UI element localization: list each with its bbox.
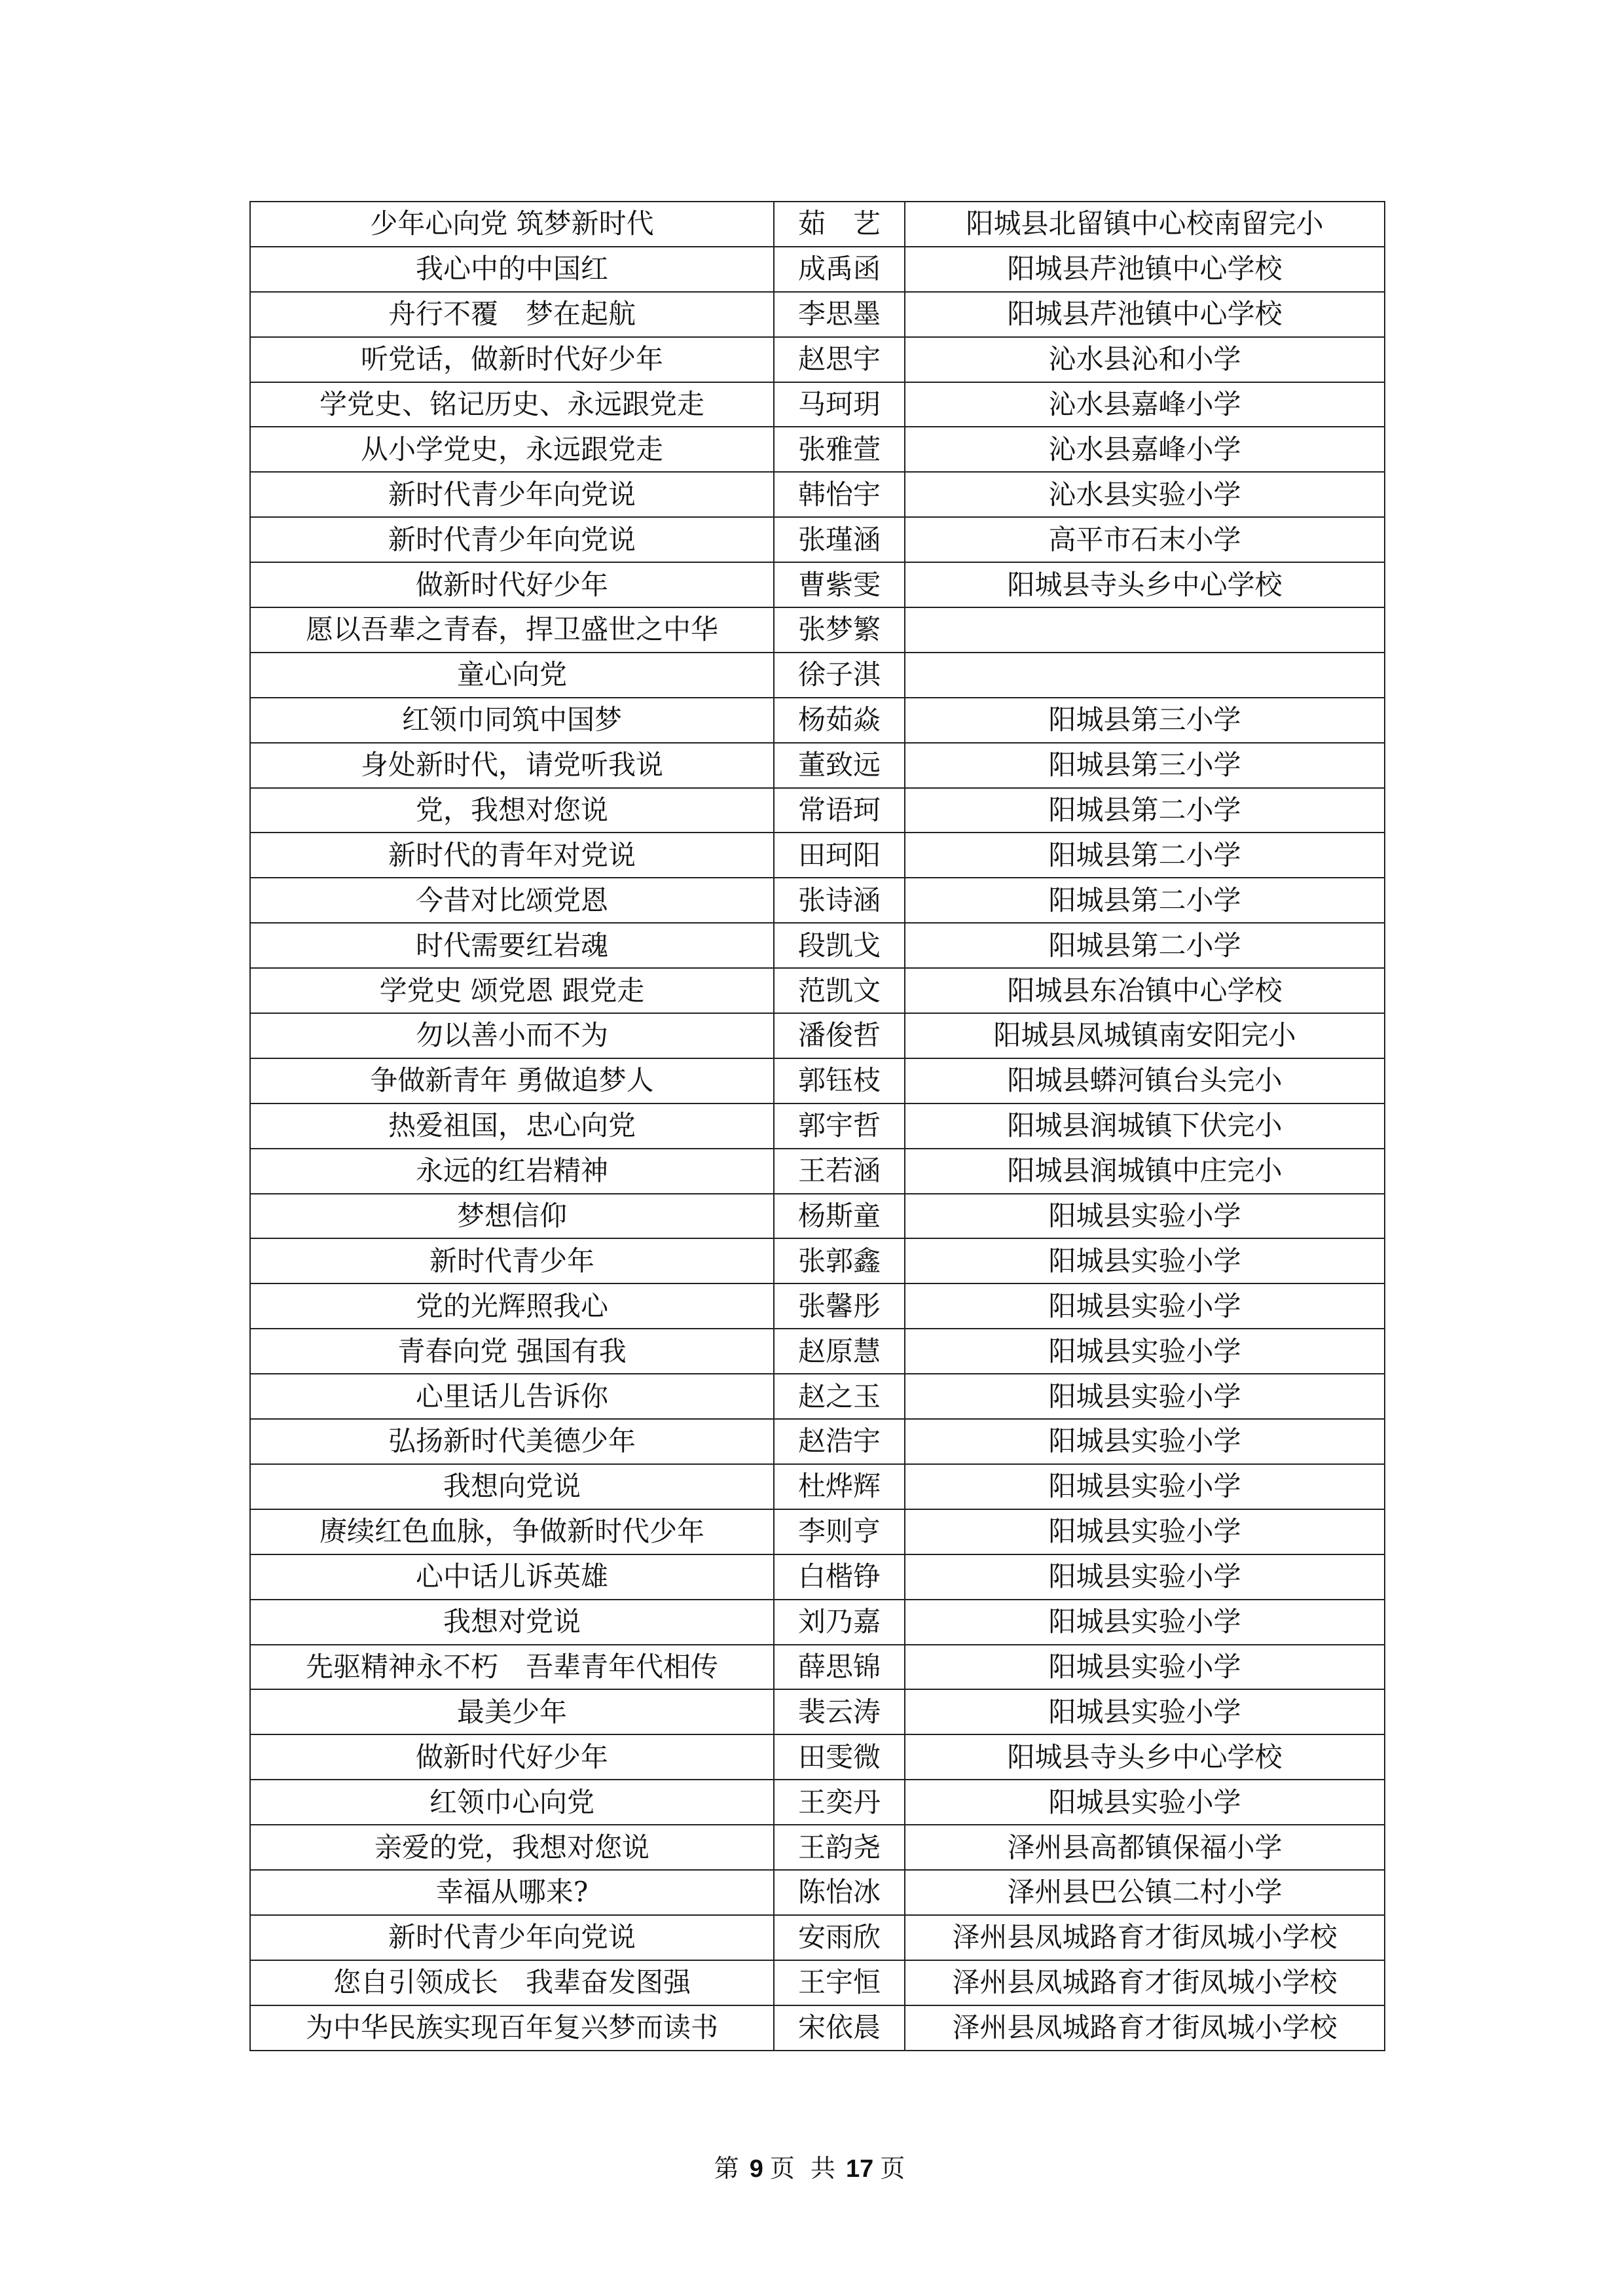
student-name-cell: 郭宇哲 — [774, 1103, 905, 1149]
entry-title-cell: 幸福从哪来? — [250, 1870, 774, 1915]
school-cell: 阳城县润城镇下伏完小 — [905, 1103, 1385, 1149]
table-row — [250, 788, 1385, 833]
school-cell: 阳城县实验小学 — [905, 1689, 1385, 1734]
entry-title-cell: 亲爱的党，我想对您说 — [250, 1825, 774, 1870]
entry-title-cell: 红领巾心向党 — [250, 1780, 774, 1825]
table-row — [250, 607, 1385, 653]
student-name-cell: 赵思宇 — [774, 337, 905, 382]
student-name-cell: 裴云涛 — [774, 1689, 905, 1734]
school-cell: 阳城县实验小学 — [905, 1238, 1385, 1283]
entry-title-cell: 新时代的青年对党说 — [250, 833, 774, 878]
school-cell: 阳城县实验小学 — [905, 1645, 1385, 1690]
entry-title-cell: 新时代青少年向党说 — [250, 517, 774, 562]
student-name-cell: 张郭鑫 — [774, 1238, 905, 1283]
school-cell: 沁水县嘉峰小学 — [905, 427, 1385, 472]
table-row — [250, 1103, 1385, 1149]
table-row — [250, 743, 1385, 788]
table-row — [250, 427, 1385, 472]
table-row — [250, 923, 1385, 968]
student-name-cell: 张雅萱 — [774, 427, 905, 472]
table-row — [250, 1509, 1385, 1554]
entry-title-cell: 今昔对比颂党恩 — [250, 878, 774, 923]
entry-title-cell: 青春向党 强国有我 — [250, 1329, 774, 1374]
entry-title-cell: 勿以善小而不为 — [250, 1013, 774, 1058]
student-name-cell: 马珂玥 — [774, 382, 905, 427]
table-row — [250, 1329, 1385, 1374]
entry-title-cell: 做新时代好少年 — [250, 1734, 774, 1780]
entry-title-cell: 永远的红岩精神 — [250, 1149, 774, 1194]
table-row — [250, 382, 1385, 427]
school-cell: 阳城县实验小学 — [905, 1283, 1385, 1329]
table-row — [250, 1374, 1385, 1419]
student-name-cell: 张梦繁 — [774, 607, 905, 653]
student-name-cell: 宋依晨 — [774, 2005, 905, 2051]
school-cell: 沁水县嘉峰小学 — [905, 382, 1385, 427]
student-name-cell: 郭钰枝 — [774, 1058, 905, 1103]
entry-title-cell: 您自引领成长 我辈奋发图强 — [250, 1960, 774, 2005]
student-name-cell: 赵浩宇 — [774, 1419, 905, 1464]
school-cell: 泽州县凤城路育才街凤城小学校 — [905, 2005, 1385, 2051]
school-cell: 阳城县寺头乡中心学校 — [905, 1734, 1385, 1780]
table-row — [250, 517, 1385, 562]
entry-title-cell: 从小学党史，永远跟党走 — [250, 427, 774, 472]
school-cell: 阳城县第二小学 — [905, 878, 1385, 923]
school-cell: 阳城县第二小学 — [905, 833, 1385, 878]
school-cell: 阳城县芹池镇中心学校 — [905, 247, 1385, 292]
student-name-cell: 潘俊哲 — [774, 1013, 905, 1058]
page-footer — [0, 2148, 1623, 2184]
entry-title-cell: 少年心向党 筑梦新时代 — [250, 202, 774, 247]
student-name-cell: 杨茹焱 — [774, 698, 905, 743]
student-name-cell: 王若涵 — [774, 1149, 905, 1194]
student-name-cell: 成禹函 — [774, 247, 905, 292]
table-row — [250, 1689, 1385, 1734]
table-row — [250, 1780, 1385, 1825]
entry-title-cell: 心中话儿诉英雄 — [250, 1554, 774, 1600]
entry-title-cell: 先驱精神永不朽 吾辈青年代相传 — [250, 1645, 774, 1690]
school-cell: 沁水县沁和小学 — [905, 337, 1385, 382]
school-cell — [905, 607, 1385, 653]
student-name-cell: 刘乃嘉 — [774, 1600, 905, 1645]
student-name-cell: 李则亨 — [774, 1509, 905, 1554]
table-row — [250, 1013, 1385, 1058]
student-name-cell: 张馨彤 — [774, 1283, 905, 1329]
entry-title-cell: 学党史、铭记历史、永远跟党走 — [250, 382, 774, 427]
student-name-cell: 田珂阳 — [774, 833, 905, 878]
table-row — [250, 1464, 1385, 1509]
table-row — [250, 1600, 1385, 1645]
entry-title-cell: 新时代青少年 — [250, 1238, 774, 1283]
student-name-cell: 陈怡冰 — [774, 1870, 905, 1915]
table-row — [250, 1194, 1385, 1239]
school-cell: 沁水县实验小学 — [905, 472, 1385, 517]
student-name-cell: 王宇恒 — [774, 1960, 905, 2005]
student-name-cell: 韩怡宇 — [774, 472, 905, 517]
entry-title-cell: 赓续红色血脉，争做新时代少年 — [250, 1509, 774, 1554]
student-name-cell: 田雯微 — [774, 1734, 905, 1780]
student-name-cell: 董致远 — [774, 743, 905, 788]
school-cell: 阳城县芹池镇中心学校 — [905, 292, 1385, 337]
entry-title-cell: 为中华民族实现百年复兴梦而读书 — [250, 2005, 774, 2051]
school-cell: 阳城县实验小学 — [905, 1554, 1385, 1600]
student-name-cell: 张诗涵 — [774, 878, 905, 923]
entry-title-cell: 心里话儿告诉你 — [250, 1374, 774, 1419]
table-row — [250, 202, 1385, 247]
school-cell: 阳城县东冶镇中心学校 — [905, 968, 1385, 1013]
student-name-cell: 王韵尧 — [774, 1825, 905, 1870]
student-name-cell: 茹 艺 — [774, 202, 905, 247]
table-row — [250, 1238, 1385, 1283]
student-name-cell: 徐子淇 — [774, 653, 905, 698]
entry-title-cell: 身处新时代，请党听我说 — [250, 743, 774, 788]
student-name-cell: 安雨欣 — [774, 1915, 905, 1960]
entry-title-cell: 舟行不覆 梦在起航 — [250, 292, 774, 337]
footer-prefix: 第 — [714, 2154, 743, 2183]
school-cell: 阳城县实验小学 — [905, 1600, 1385, 1645]
table-row — [250, 1149, 1385, 1194]
table-row — [250, 2005, 1385, 2051]
school-cell: 阳城县实验小学 — [905, 1194, 1385, 1239]
school-cell — [905, 653, 1385, 698]
entry-title-cell: 时代需要红岩魂 — [250, 923, 774, 968]
entry-title-cell: 做新时代好少年 — [250, 562, 774, 607]
entry-title-cell: 党，我想对您说 — [250, 788, 774, 833]
student-name-cell: 张瑾涵 — [774, 517, 905, 562]
school-cell: 阳城县实验小学 — [905, 1374, 1385, 1419]
table-row — [250, 562, 1385, 607]
table-row — [250, 698, 1385, 743]
entry-title-cell: 我想对党说 — [250, 1600, 774, 1645]
table-row — [250, 1283, 1385, 1329]
school-cell: 阳城县实验小学 — [905, 1329, 1385, 1374]
entry-title-cell: 最美少年 — [250, 1689, 774, 1734]
table-row — [250, 1825, 1385, 1870]
table-row — [250, 1554, 1385, 1600]
student-name-cell: 范凯文 — [774, 968, 905, 1013]
student-name-cell: 杜烨辉 — [774, 1464, 905, 1509]
table-row — [250, 1419, 1385, 1464]
table-row — [250, 247, 1385, 292]
table-row — [250, 1915, 1385, 1960]
table-row — [250, 878, 1385, 923]
student-name-cell: 白楷铮 — [774, 1554, 905, 1600]
table-row — [250, 292, 1385, 337]
footer-total-pages: 17 — [845, 2155, 874, 2183]
table-row — [250, 1960, 1385, 2005]
roster-table — [249, 201, 1385, 2051]
school-cell: 阳城县北留镇中心校南留完小 — [905, 202, 1385, 247]
table-row — [250, 653, 1385, 698]
table-row — [250, 472, 1385, 517]
school-cell: 阳城县蟒河镇台头完小 — [905, 1058, 1385, 1103]
school-cell: 阳城县第三小学 — [905, 698, 1385, 743]
student-name-cell: 薛思锦 — [774, 1645, 905, 1690]
table-row — [250, 833, 1385, 878]
student-name-cell: 赵之玉 — [774, 1374, 905, 1419]
entry-title-cell: 学党史 颂党恩 跟党走 — [250, 968, 774, 1013]
roster-table-body — [250, 202, 1385, 2051]
table-row — [250, 1734, 1385, 1780]
student-name-cell: 曹紫雯 — [774, 562, 905, 607]
footer-page-number: 9 — [749, 2155, 763, 2183]
student-name-cell: 常语珂 — [774, 788, 905, 833]
table-row — [250, 337, 1385, 382]
entry-title-cell: 争做新青年 勇做追梦人 — [250, 1058, 774, 1103]
entry-title-cell: 梦想信仰 — [250, 1194, 774, 1239]
school-cell: 泽州县凤城路育才街凤城小学校 — [905, 1915, 1385, 1960]
entry-title-cell: 我心中的中国红 — [250, 247, 774, 292]
school-cell: 泽州县凤城路育才街凤城小学校 — [905, 1960, 1385, 2005]
footer-suffix: 页 — [880, 2154, 909, 2183]
entry-title-cell: 听党话，做新时代好少年 — [250, 337, 774, 382]
entry-title-cell: 热爱祖国，忠心向党 — [250, 1103, 774, 1149]
school-cell: 泽州县巴公镇二村小学 — [905, 1870, 1385, 1915]
entry-title-cell: 愿以吾辈之青春，捍卫盛世之中华 — [250, 607, 774, 653]
entry-title-cell: 我想向党说 — [250, 1464, 774, 1509]
school-cell: 泽州县高都镇保福小学 — [905, 1825, 1385, 1870]
school-cell: 阳城县实验小学 — [905, 1419, 1385, 1464]
table-row — [250, 1058, 1385, 1103]
entry-title-cell: 新时代青少年向党说 — [250, 1915, 774, 1960]
school-cell: 阳城县第三小学 — [905, 743, 1385, 788]
student-name-cell: 段凯戈 — [774, 923, 905, 968]
school-cell: 阳城县实验小学 — [905, 1780, 1385, 1825]
entry-title-cell: 党的光辉照我心 — [250, 1283, 774, 1329]
entry-title-cell: 红领巾同筑中国梦 — [250, 698, 774, 743]
student-name-cell: 李思墨 — [774, 292, 905, 337]
footer-middle: 页 共 — [769, 2154, 839, 2183]
school-cell: 阳城县第二小学 — [905, 788, 1385, 833]
table-row — [250, 968, 1385, 1013]
school-cell: 阳城县寺头乡中心学校 — [905, 562, 1385, 607]
student-name-cell: 赵原慧 — [774, 1329, 905, 1374]
school-cell: 阳城县凤城镇南安阳完小 — [905, 1013, 1385, 1058]
school-cell: 高平市石末小学 — [905, 517, 1385, 562]
school-cell: 阳城县实验小学 — [905, 1509, 1385, 1554]
entry-title-cell: 弘扬新时代美德少年 — [250, 1419, 774, 1464]
student-name-cell: 王奕丹 — [774, 1780, 905, 1825]
school-cell: 阳城县第二小学 — [905, 923, 1385, 968]
student-name-cell: 杨斯童 — [774, 1194, 905, 1239]
entry-title-cell: 新时代青少年向党说 — [250, 472, 774, 517]
table-row — [250, 1870, 1385, 1915]
table-row — [250, 1645, 1385, 1690]
entry-title-cell: 童心向党 — [250, 653, 774, 698]
school-cell: 阳城县润城镇中庄完小 — [905, 1149, 1385, 1194]
school-cell: 阳城县实验小学 — [905, 1464, 1385, 1509]
